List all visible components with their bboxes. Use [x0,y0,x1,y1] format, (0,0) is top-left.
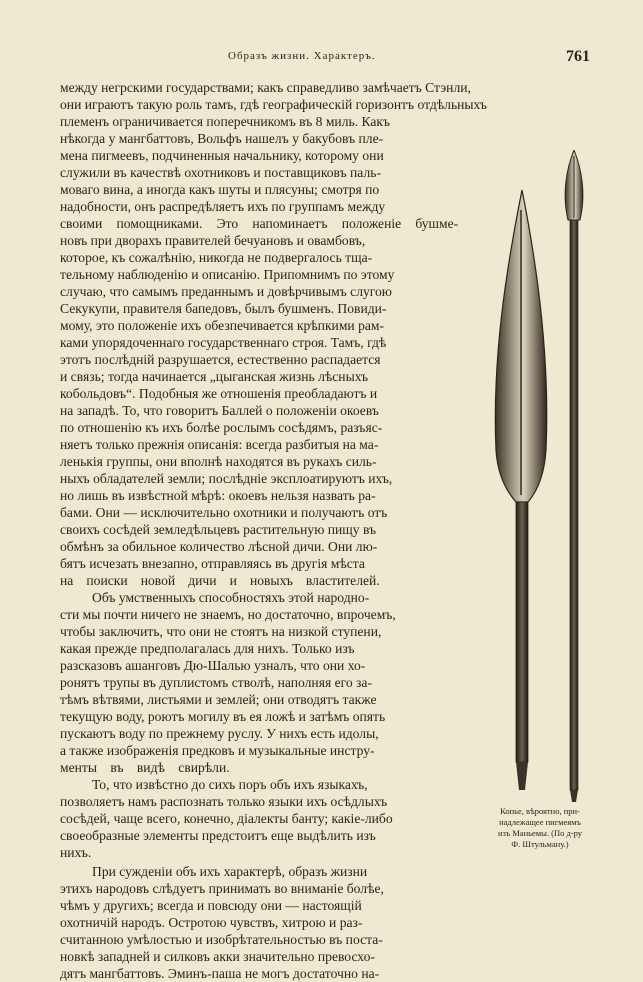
text-line: служили въ качествѣ охотниковъ и поставщиковъ паль- [60,165,381,180]
text-line: племенъ ограничивается поперечникомъ въ 8 миль. Какъ [60,114,391,129]
text-line: менты въ видѣ свирѣли. [60,760,230,775]
text-line: новъ при дворахъ правителей бечуановъ и овамбовъ, [60,233,366,248]
text-line: на западѣ. То, что говоритъ Баллей о положеніи окоевъ [60,403,379,418]
text-line: ленькія группы, они вполнѣ находятся въ рукахъ силь- [60,454,377,469]
text-line: нихъ. [60,845,92,860]
text-line: считанною умѣлостью и изобрѣтательностью въ поста- [60,932,383,947]
text-line: обмѣнъ за обильное количество лѣсной дичи. Они лю- [60,539,378,554]
text-line: мому, это положеніе ихъ обезпечивается крѣпкими рам- [60,318,385,333]
text-line: сосѣдей, чаще всего, конечно, діалекты банту; какіе-либо [60,811,393,826]
text-line: надобности, онъ распредѣляетъ ихъ по группамъ между [60,199,386,214]
text-line: но лишь въ извѣстной мѣрѣ: окоевъ нельзя назвать ра- [60,488,376,503]
text-line: этихъ народовъ слѣдуетъ принимать во вниманіе болѣе, [60,881,384,896]
text-line: пускаютъ воду по прежнему руслу. У нихъ есть идолы, [60,726,379,741]
page-number: 761 [566,48,590,65]
text-line: сти мы почти ничего не знаемъ, но достаточно, впрочемъ, [60,607,396,622]
text-line: Объ умственныхъ способностяхъ этой народно- [92,590,370,605]
caption-line: изъ Маньемы. (По д-ру [497,828,583,838]
text-line: чтобы заключить, что они не стоятъ на низкой ступени, [60,624,382,639]
text-line: Секукупи, правителя бапедовъ, былъ бушменъ. Повиди- [60,301,387,316]
text-line: своихъ сосѣдей земледѣльцевъ растительную пищу въ [60,522,377,537]
text-line: своеобразные элементы предстоитъ еще выдѣлить изъ [60,828,376,843]
text-line: разсказовъ ашанговъ Дю-Шалью узналъ, что они хо- [60,658,366,673]
text-line: случаю, что самымъ преданнымъ и довѣрчивымъ слугою [60,284,392,299]
text-line: ронятъ трупы въ дуплистомъ стволѣ, наполняя его за- [60,675,372,690]
text-line: они играютъ такую роль тамъ, гдѣ географическій горизонтъ отдѣльныхъ [60,97,487,112]
text-line: При сужденіи объ ихъ характерѣ, образъ жизни [92,864,368,879]
text-line: а также изображенія предковъ и музыкальные инстру- [60,743,375,758]
text-line: и связь; тогда начинается „цыганская жизнь лѣсныхъ [60,369,369,384]
text-line: этотъ послѣдній разрушается, естественно распадается [60,352,381,367]
text-line: какая прежде предполагалась для нихъ. Только изъ [60,641,355,656]
text-line: позволяетъ намъ распознать только языки ихъ осѣдлыхъ [60,794,388,809]
text-line: дятъ мангбаттовъ. Эминъ-паша не могъ достаточно на- [60,966,380,981]
text-line: бами. Они — исключительно охотники и получаютъ отъ [60,505,388,520]
text-line: ками упорядоченнаго государственнаго строя. Тамъ, гдѣ [60,335,387,350]
text-line: нѣкогда у мангбаттовъ, Вольфъ нашелъ у бакубовъ пле- [60,131,384,146]
text-line: моваго вина, а иногда какъ шуты и плясуны; смотря по [60,182,380,197]
text-line: То, что извѣстно до сихъ поръ объ ихъ языкахъ, [92,777,368,792]
text-line: бятъ исчезать внезапно, отправляясь въ другія мѣста [60,556,365,571]
text-line: тельному наблюденію и описанію. Припомнимъ по этому [60,267,395,282]
text-line: охотничій народъ. Остротою чувствъ, хитрою и раз- [60,915,363,930]
caption-line: надлежащее пигмеямъ [499,817,581,827]
narrow-spear [565,150,583,802]
text-line: между негрскими государствами; какъ справедливо замѣчаетъ Стэнли, [60,80,471,95]
text-line: чѣмъ у другихъ; всегда и повсюду они — настоящій [60,898,362,913]
text-line: своими помощниками. Это напоминаетъ положеніе бушме- [60,216,459,231]
text-line: новкѣ западней и силковъ акки значительно превосхо- [60,949,375,964]
spear-illustration [486,150,606,805]
text-line: текущую воду, роютъ могилу въ ея ложѣ и затѣмъ опять [60,709,386,724]
running-head: Образъ жизни. Характеръ. [228,50,376,62]
text-line: которое, къ сожалѣнію, никогда не подвергалось тща- [60,250,373,265]
figure-caption [476,806,604,850]
text-line: на поиски новой дичи и новыхъ властителей. [60,573,380,588]
caption-line: Копье, вѣроятно, при- [500,806,580,816]
text-line: тѣмъ вѣтвями, листьями и землей; они отводятъ также [60,692,377,707]
caption-line: Ф. Штульману.) [511,839,569,849]
text-line: няетъ только прежнія описанія: всегда разбитыя на ма- [60,437,379,452]
text-line: мена пигмеевъ, подчиненныя начальнику, которому они [60,148,384,163]
text-line: ныхъ обладателей земли; послѣдніе эксплоатируютъ ихъ, [60,471,393,486]
broad-spear [495,190,546,790]
text-line: по отношенію къ ихъ болѣе рослымъ сосѣдямъ, разъяс- [60,420,383,435]
text-line: кобольдовъ“. Подобныя же отношенія преобладаютъ и [60,386,378,401]
